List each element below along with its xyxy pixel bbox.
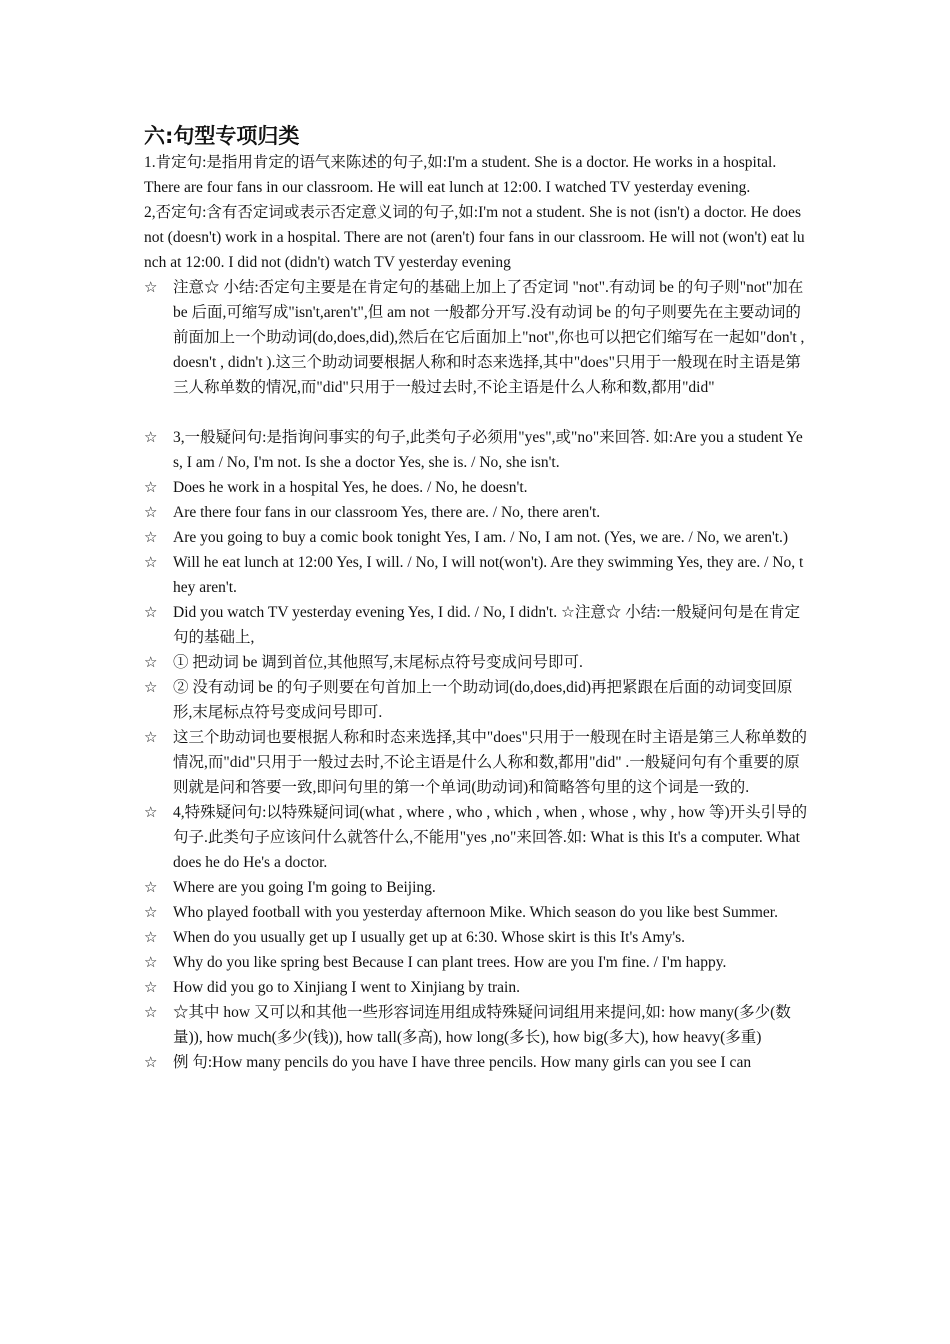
star-icon: ☆ — [144, 903, 158, 921]
list-item — [144, 650, 808, 675]
star-icon: ☆ — [144, 928, 158, 946]
bullet-list — [144, 425, 808, 1075]
list-item — [144, 800, 808, 875]
list-item-text: 例 句:How many pencils do you have I have three pencils. How many girls can you see I can — [173, 1054, 752, 1071]
star-icon: ☆ — [144, 278, 158, 296]
list-item — [144, 425, 808, 475]
star-icon: ☆ — [144, 428, 158, 446]
star-icon: ☆ — [144, 603, 158, 621]
list-item — [144, 975, 808, 1000]
list-item-text: ① 把动词 be 调到首位,其他照写,末尾标点符号变成问号即可. — [173, 654, 583, 671]
list-item-text: 注意☆ 小结:否定句主要是在肯定句的基础上加上了否定词 "not".有动词 be 的句子则"not"加在 be 后面,可缩写成"isn't,aren't",但 am not 一般都分开写.没有动词 be 的句子则要先在主要动词的前面加上一个助动词(do,does,did),然后在它后面加上"not",你也可以把它们缩写在一起如"don't , doesn't , didn't ).这三个助动词要根据人称和时态来选择,其中"does"只用于一般现在时主语是第三人称单数的情况,而"did"只用于一般过去时,不论主语是什么人称和数,都用"did" — [173, 279, 805, 396]
list-item-text: Are you going to buy a comic book tonight Yes, I am. / No, I am not. (Yes, we are. / No, we aren't.) — [173, 529, 789, 546]
list-item — [144, 950, 808, 975]
list-item-text: ② 没有动词 be 的句子则要在句首加上一个助动词(do,does,did)再把紧跟在后面的动词变回原形,末尾标点符号变成问号即可. — [173, 679, 793, 721]
section-heading: 六:句型专项归类 — [144, 124, 300, 148]
list-item — [144, 600, 808, 650]
star-icon: ☆ — [144, 1053, 158, 1071]
star-icon: ☆ — [144, 478, 158, 496]
paragraph-affirmative: 1.肯定句:是指用肯定的语气来陈述的句子,如:I'm a student. She is a doctor. He works in a hospital. — [144, 154, 777, 171]
star-icon: ☆ — [144, 528, 158, 546]
star-icon: ☆ — [144, 503, 158, 521]
star-icon: ☆ — [144, 1003, 158, 1021]
list-item — [144, 1000, 808, 1050]
star-icon: ☆ — [144, 678, 158, 696]
list-item-text: 3,一般疑问句:是指询问事实的句子,此类句子必须用"yes",或"no"来回答. 如:Are you a student Yes, I am / No, I'm not. Is she a doctor Yes, she is. / No, she isn't. — [173, 429, 803, 471]
list-item-text: Will he eat lunch at 12:00 Yes, I will. / No, I will not(won't). Are they swimming Yes, they are. / No, they aren't. — [173, 554, 804, 596]
list-item — [144, 1050, 808, 1075]
list-item — [144, 725, 808, 800]
list-item — [144, 875, 808, 900]
list-item — [144, 550, 808, 600]
star-icon: ☆ — [144, 978, 158, 996]
list-item-note — [144, 275, 808, 400]
list-item-text: 这三个助动词也要根据人称和时态来选择,其中"does"只用于一般现在时主语是第三人称单数的情况,而"did"只用于一般过去时,不论主语是什么人称和数,都用"did" .一般疑问句有个重要的原则就是问和答要一致,即问句里的第一个单词(助动词)和简略答句里的这个词是一致的. — [173, 729, 807, 796]
star-icon: ☆ — [144, 653, 158, 671]
paragraph-affirmative-examples: There are four fans in our classroom. He will eat lunch at 12:00. I watched TV yesterday evening. — [144, 179, 751, 196]
paragraph-negative: 2,否定句:含有否定词或表示否定意义词的句子,如:I'm not a student. She is not (isn't) a doctor. He does not (doesn't) work in a hospital. There are not (aren't) four fans in our classroom. He will not (won't) eat lunch at 12:00. I did not (didn't) watch TV yesterday evening — [144, 204, 805, 271]
list-item-text: When do you usually get up I usually get up at 6:30. Whose skirt is this It's Amy's. — [173, 929, 686, 946]
list-item-text: Why do you like spring best Because I can plant trees. How are you I'm fine. / I'm happy. — [173, 954, 727, 971]
list-item-text: ☆其中 how 又可以和其他一些形容词连用组成特殊疑问词组用来提问,如: how many(多少(数量)), how much(多少(钱)), how tall(多高), how long(多长), how big(多大), how heavy(多重) — [173, 1004, 791, 1046]
star-icon: ☆ — [144, 728, 158, 746]
list-item-text: Does he work in a hospital Yes, he does. / No, he doesn't. — [173, 479, 528, 496]
list-item — [144, 500, 808, 525]
list-item — [144, 475, 808, 500]
list-item-text: Did you watch TV yesterday evening Yes, I did. / No, I didn't. ☆注意☆ 小结:一般疑问句是在肯定句的基础上, — [173, 604, 801, 646]
list-item-text: 4,特殊疑问句:以特殊疑问词(what , where , who , which , when , whose , why , how 等)开头引导的句子.此类句子应该问什么就答什么,不能用"yes ,no"来回答.如: What is this It's a computer. What does he do He's a doctor. — [173, 804, 808, 871]
list-item-text: How did you go to Xinjiang I went to Xinjiang by train. — [173, 979, 520, 996]
list-item-text: Where are you going I'm going to Beijing. — [173, 879, 436, 896]
blank-line — [144, 400, 808, 425]
star-icon: ☆ — [144, 553, 158, 571]
document-body — [144, 122, 808, 1075]
list-item — [144, 925, 808, 950]
list-item — [144, 525, 808, 550]
list-item — [144, 675, 808, 725]
star-icon: ☆ — [144, 878, 158, 896]
list-item-text: Are there four fans in our classroom Yes, there are. / No, there aren't. — [173, 504, 601, 521]
star-icon: ☆ — [144, 803, 158, 821]
list-item-text: Who played football with you yesterday afternoon Mike. Which season do you like best Summer. — [173, 904, 778, 921]
list-item — [144, 900, 808, 925]
star-icon: ☆ — [144, 953, 158, 971]
